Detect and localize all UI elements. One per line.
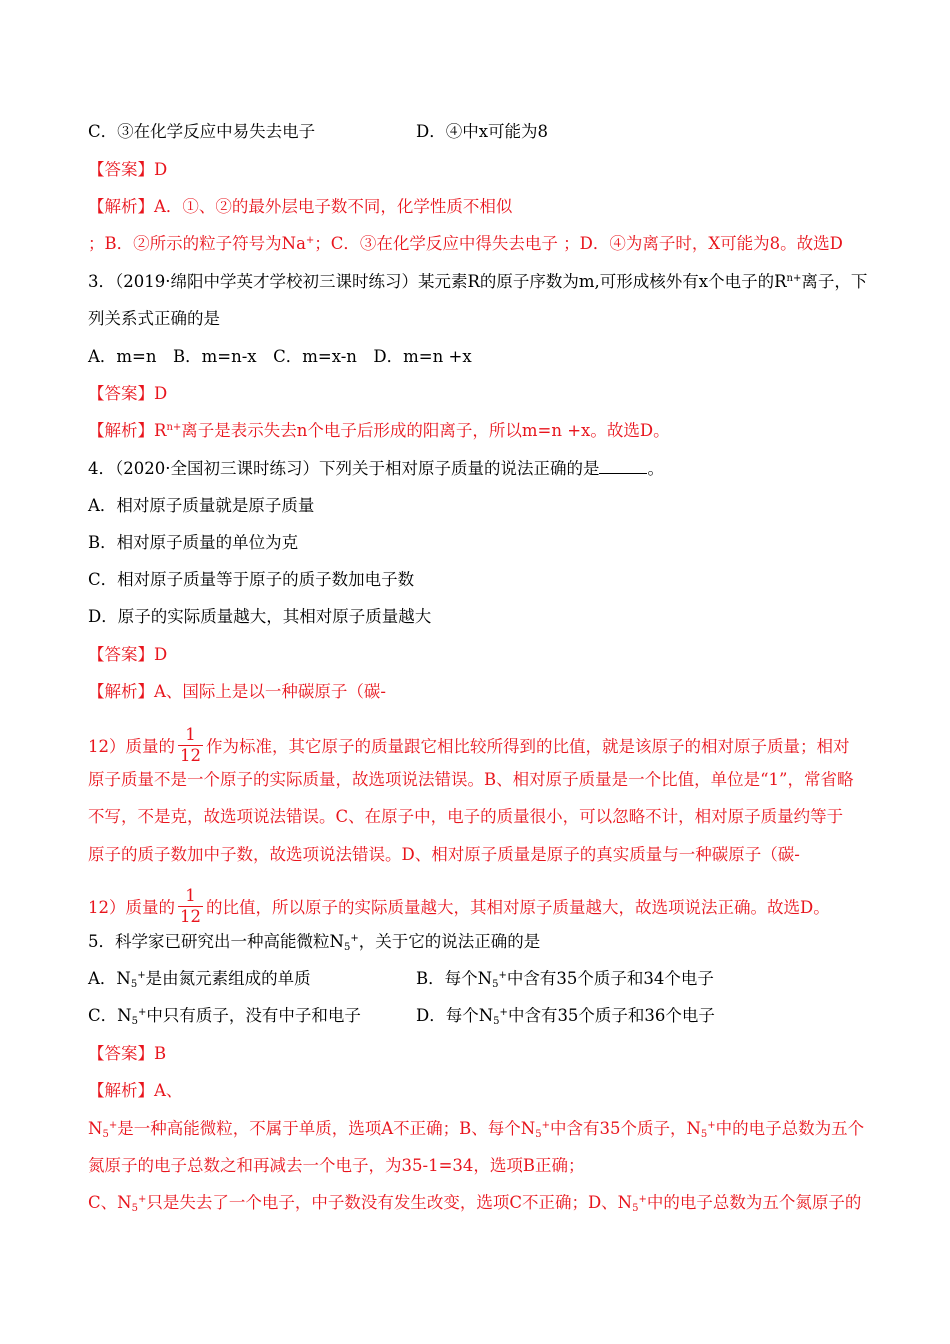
q4-explanation-line3: 原子质量不是一个原子的实际质量，故选项说法错误。B、相对原子质量是一个比值，单位是“1”，常省略 bbox=[88, 770, 854, 789]
q3-explanation: 【解析】$R^{n+}$离子是表示失去n个电子后形成的阳离子，所以m=n +x。故选D。 bbox=[88, 421, 670, 440]
q3-stem-line2: 列关系式正确的是 bbox=[88, 309, 220, 328]
q4-option-d: D．原子的实际质量越大，其相对原子质量越大 bbox=[88, 607, 432, 626]
q4-option-a: A．相对原子质量就是原子质量 bbox=[88, 496, 315, 515]
q2-option-c: C．③在化学反应中易失去电子 bbox=[88, 122, 316, 141]
q4-explanation-line1: 【解析】A、国际上是以一种碳原子（碳- bbox=[88, 682, 386, 701]
q5-explanation-line1: 【解析】A、 bbox=[88, 1081, 183, 1100]
fraction-one-twelfth: $\frac{1}{12}$ bbox=[180, 886, 201, 926]
q5-option-b: B．每个$N_5^+$中含有35个质子和34个电子 bbox=[416, 969, 714, 990]
q5-option-c: C．$N_5^+$中只有质子，没有中子和电子 bbox=[88, 1006, 361, 1027]
q4-answer: 【答案】D bbox=[88, 645, 168, 664]
q4-option-b: B．相对原子质量的单位为克 bbox=[88, 533, 299, 552]
q5-option-d: D．每个$N_5^+$中含有35个质子和36个电子 bbox=[416, 1006, 715, 1027]
q5-answer: 【答案】B bbox=[88, 1044, 167, 1063]
q2-answer: 【答案】D bbox=[88, 160, 168, 179]
q3-answer: 【答案】D bbox=[88, 384, 168, 403]
q4-explanation-line4: 不写，不是克，故选项说法错误。C、在原子中，电子的质量很小，可以忽略不计，相对原子质量约等于 bbox=[88, 807, 844, 826]
q5-stem: 5．科学家已研究出一种高能微粒$N_5^+$，关于它的说法正确的是 bbox=[88, 932, 541, 953]
q4-option-c: C．相对原子质量等于原子的质子数加电子数 bbox=[88, 570, 415, 589]
q4-stem: 4．（2020·全国初三课时练习）下列关于相对原子质量的说法正确的是 。 bbox=[88, 459, 664, 478]
q2-option-d: D．④中x可能为8 bbox=[416, 122, 549, 141]
answer-blank bbox=[599, 459, 647, 474]
q4-explanation-line6: 12）质量的 $\frac{1}{12}$ 的比值，所以原子的实际质量越大，其相对原子质量越大，故选项说法正确。故选D。 bbox=[88, 886, 830, 926]
q3-options: A．m=n B．m=n-x C．m=x-n D．m=n +x bbox=[88, 347, 472, 366]
fraction-one-twelfth: $\frac{1}{12}$ bbox=[180, 725, 201, 765]
q5-explanation-line4: C、$N_5^+$只是失去了一个电子，中子数没有发生改变，选项C不正确；D、$N_5^+$中的电子总数为五个氮原子的 bbox=[88, 1193, 862, 1214]
q2-explanation-line2: ；B．②所示的粒子符号为Na+；C．③在化学反应中得失去电子 ；D．④为离子时，X可能为8。故选D bbox=[88, 234, 843, 253]
q2-explanation-line1: 【解析】A．①、②的最外层电子数不同，化学性质不相似 bbox=[88, 197, 513, 216]
q5-explanation-line2: $N_5^+$是一种高能微粒，不属于单质，选项A不正确；B、每个$N_5^+$中含有35个质子，$N_5^+$中的电子总数为五个 bbox=[88, 1119, 865, 1140]
q5-option-a: A．$N_5^+$是由氮元素组成的单质 bbox=[88, 969, 311, 990]
q4-explanation-line2: 12）质量的 $\frac{1}{12}$ 作为标准，其它原子的质量跟它相比较所得到的比值，就是该原子的相对原子质量；相对 bbox=[88, 725, 850, 765]
q4-explanation-line5: 原子的质子数加中子数，故选项说法错误。D、相对原子质量是原子的真实质量与一种碳原子（碳- bbox=[88, 845, 800, 864]
q5-explanation-line3: 氮原子的电子总数之和再减去一个电子，为35-1=34，选项B正确； bbox=[88, 1156, 585, 1175]
q3-stem-line1: 3．（2019·绵阳中学英才学校初三课时练习）某元素R的原子序数为m,可形成核外有x个电子的$R^{n+}$离子，下 bbox=[88, 272, 868, 291]
